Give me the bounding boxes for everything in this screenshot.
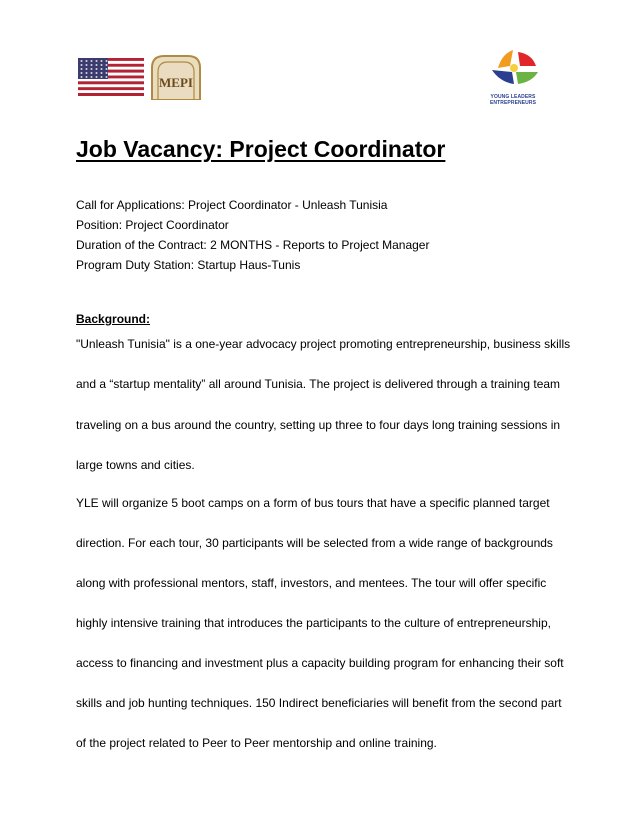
- body-line: highly intensive training that introduces the participants to the culture of entrepreneurship,: [76, 616, 551, 630]
- body-line: YLE will organize 5 boot camps on a form of bus tours that have a specific planned target: [76, 496, 550, 510]
- info-position: Position: Project Coordinator: [76, 218, 229, 232]
- body-line: of the project related to Peer to Peer mentorship and online training.: [76, 736, 437, 750]
- background-heading: Background:: [76, 312, 151, 326]
- mepi-logo: [150, 54, 202, 100]
- body-line: large towns and cities.: [76, 458, 195, 472]
- mepi-logo-text: MEPI: [159, 75, 193, 90]
- info-duration: Duration of the Contract: 2 MONTHS - Reports to Project Manager: [76, 238, 430, 252]
- body-line: access to financing and investment plus a capacity building program for enhancing their soft: [76, 656, 564, 670]
- info-call-for-applications: Call for Applications: Project Coordinator - Unleash Tunisia: [76, 198, 388, 212]
- yle-logo-caption: YOUNG LEADERS ENTREPRENEURS: [489, 94, 537, 106]
- body-line: along with professional mentors, staff, investors, and mentees. The tour will offer specific: [76, 576, 547, 590]
- page-title: Job Vacancy: Project Coordinator: [76, 136, 446, 162]
- body-line: "Unleash Tunisia" is a one-year advocacy project promoting entrepreneurship, business skills: [76, 337, 571, 351]
- body-line: skills and job hunting techniques. 150 Indirect beneficiaries will benefit from the second part: [76, 696, 562, 710]
- body-line: direction. For each tour, 30 participants will be selected from a wide range of backgrounds: [76, 536, 553, 550]
- body-line: traveling on a bus around the country, setting up three to four days long training sessions in: [76, 418, 561, 432]
- sponsor-logos: [74, 40, 204, 108]
- young-leaders-entrepreneurs-logo: [478, 44, 548, 114]
- body-line: and a “startup mentality” all around Tunisia. The project is delivered through a training team: [76, 377, 561, 391]
- info-duty-station: Program Duty Station: Startup Haus-Tunis: [76, 258, 301, 272]
- us-flag-icon: [78, 58, 144, 96]
